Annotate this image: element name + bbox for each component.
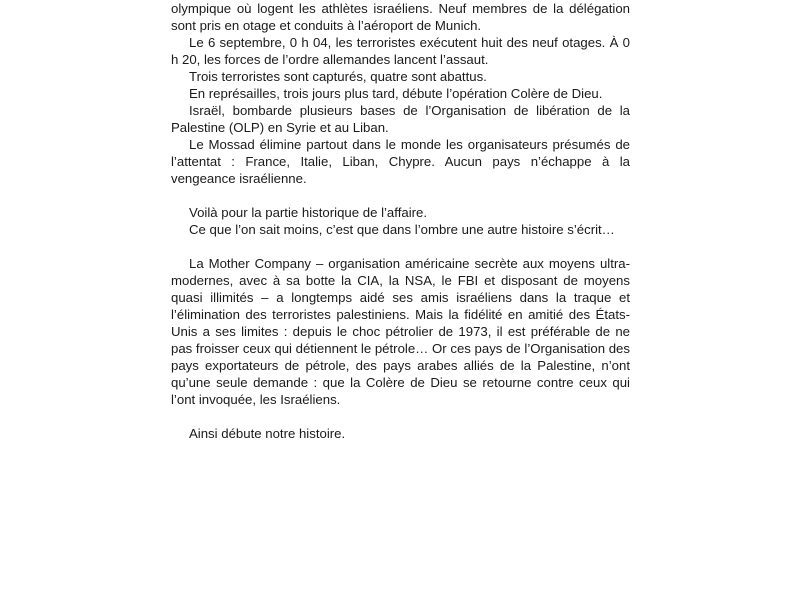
paragraph-bombing: Israël, bombarde plusieurs bases de l’Organisation de libération de la Palestine (OLP) en Syrie et au Liban. [171,103,630,135]
paragraph-closing: Ainsi débute notre histoire. [189,426,346,441]
paragraph-mother-company: La Mother Company – organisation américaine secrète aux moyens ultra-modernes, avec à sa botte la CIA, la NSA, le FBI et disposant de moyens quasi illimités – a longtemps aidé ses amis israéliens dans la traque et l’élimination des terroristes palestiniens. Mais la fidélité en amitié des États-Unis a ses limites : depuis le choc pétrolier de 1973, il est préférable de ne pas froisser ceux qui détiennent le pétrole… Or ces pays de l’Organisation des pays exportateurs de pétrole, des pays arabes alliés de la Palestine, n’ont qu’une seule demande : que la Colère de Dieu se retourne contre ceux qui l’ont invoquée, les Israéliens. [171,256,630,407]
paragraph-terrorists-outcome: Trois terroristes sont capturés, quatre sont abattus. [189,69,487,84]
paragraph-other-story: Ce que l’on sait moins, c’est que dans l’ombre une autre histoire s’écrit… [189,222,615,237]
paragraph-operation: En représailles, trois jours plus tard, débute l’opération Colère de Dieu. [189,86,603,101]
paragraph-executions: Le 6 septembre, 0 h 04, les terroristes exécutent huit des neuf otages. À 0 h 20, les forces de l’ordre allemandes lancent l’assaut. [171,35,630,67]
paragraph-historical: Voilà pour la partie historique de l’affaire. [189,205,428,220]
paragraph-continuation: olympique où logent les athlètes israéliens. Neuf membres de la délégation sont pris en otage et conduits à l’aéroport de Munich. [171,1,630,33]
body-text [171,0,630,442]
paragraph-mossad: Le Mossad élimine partout dans le monde les organisateurs présumés de l’attentat : France, Italie, Liban, Chypre. Aucun pays n’échappe à la vengeance israélienne. [171,137,630,186]
